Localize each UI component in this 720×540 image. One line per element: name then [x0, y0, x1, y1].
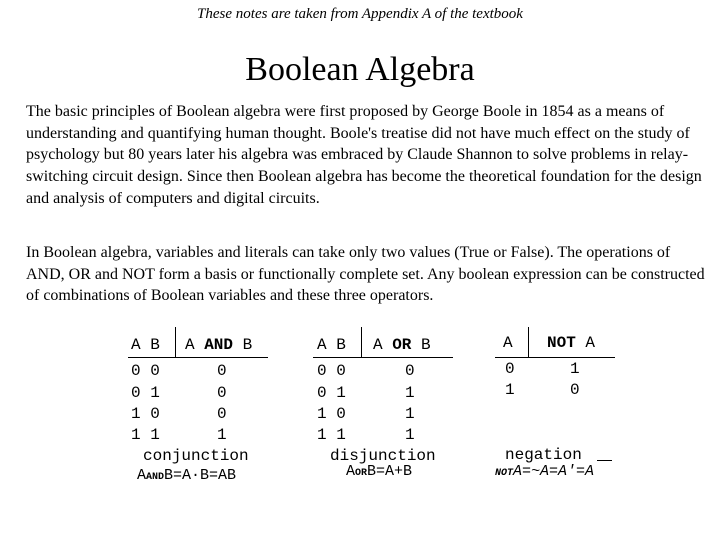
or-caption: disjunction	[330, 447, 436, 465]
and-divider-vertical	[175, 327, 176, 357]
not-header-output: NOT A	[547, 334, 596, 352]
and-row-output: 0	[217, 362, 227, 380]
and-caption: conjunction	[143, 447, 249, 465]
or-header-inputs: A B	[317, 336, 346, 354]
and-row-output: 1	[217, 426, 227, 444]
and-row-inputs: 1 1	[131, 426, 160, 444]
or-header-output: A OR B	[373, 336, 431, 354]
not-row-input: 1	[505, 381, 515, 399]
or-row-output: 1	[405, 426, 415, 444]
and-header-output: A AND B	[185, 336, 253, 354]
not-row-output: 0	[570, 381, 580, 399]
and-formula: AANDB=A·B=AB	[137, 467, 237, 484]
or-row-output: 0	[405, 362, 415, 380]
and-divider-horizontal	[128, 357, 268, 358]
and-row-output: 0	[217, 384, 227, 402]
or-row-inputs: 1 1	[317, 426, 346, 444]
or-row-output: 1	[405, 384, 415, 402]
or-row-inputs: 0 1	[317, 384, 346, 402]
or-formula: AORB=A+B	[346, 463, 413, 480]
and-row-inputs: 0 0	[131, 362, 160, 380]
and-row-output: 0	[217, 405, 227, 423]
not-formula: NOTA=~A=A'=A	[495, 463, 595, 480]
and-row-inputs: 1 0	[131, 405, 160, 423]
operators-paragraph: In Boolean algebra, variables and literals can take only two values (True or False). The operations of AND, OR and NOT form a basis or functionally complete set. Any boolean expression can be constructed of combinations of Boolean variables and these three operators.	[26, 244, 705, 305]
not-divider-horizontal	[495, 357, 615, 358]
or-row-inputs: 0 0	[317, 362, 346, 380]
and-row-inputs: 0 1	[131, 384, 160, 402]
not-row-output: 1	[570, 360, 580, 378]
not-row-input: 0	[505, 360, 515, 378]
not-overbar	[597, 460, 612, 461]
not-caption: negation	[505, 446, 582, 464]
or-row-output: 1	[405, 405, 415, 423]
and-header-inputs: A B	[131, 336, 160, 354]
not-header-input: A	[503, 334, 513, 352]
or-divider-vertical	[361, 327, 362, 357]
page-title: Boolean Algebra	[245, 51, 475, 88]
or-divider-horizontal	[313, 357, 453, 358]
or-row-inputs: 1 0	[317, 405, 346, 423]
intro-paragraph: The basic principles of Boolean algebra were first proposed by George Boole in 1854 as a means of understanding and quantifying human thought. Boole's treatise did not have much effect on the study of psychology but 80 years later his algebra was embraced by Claude Shannon to solve problems in relay-switching circuit design. Since then Boolean algebra has become the theoretical foundation for the design and analysis of computers and digital circuits.	[26, 103, 702, 207]
page-subtitle: These notes are taken from Appendix A of the textbook	[197, 6, 523, 22]
not-divider-vertical	[528, 327, 529, 357]
